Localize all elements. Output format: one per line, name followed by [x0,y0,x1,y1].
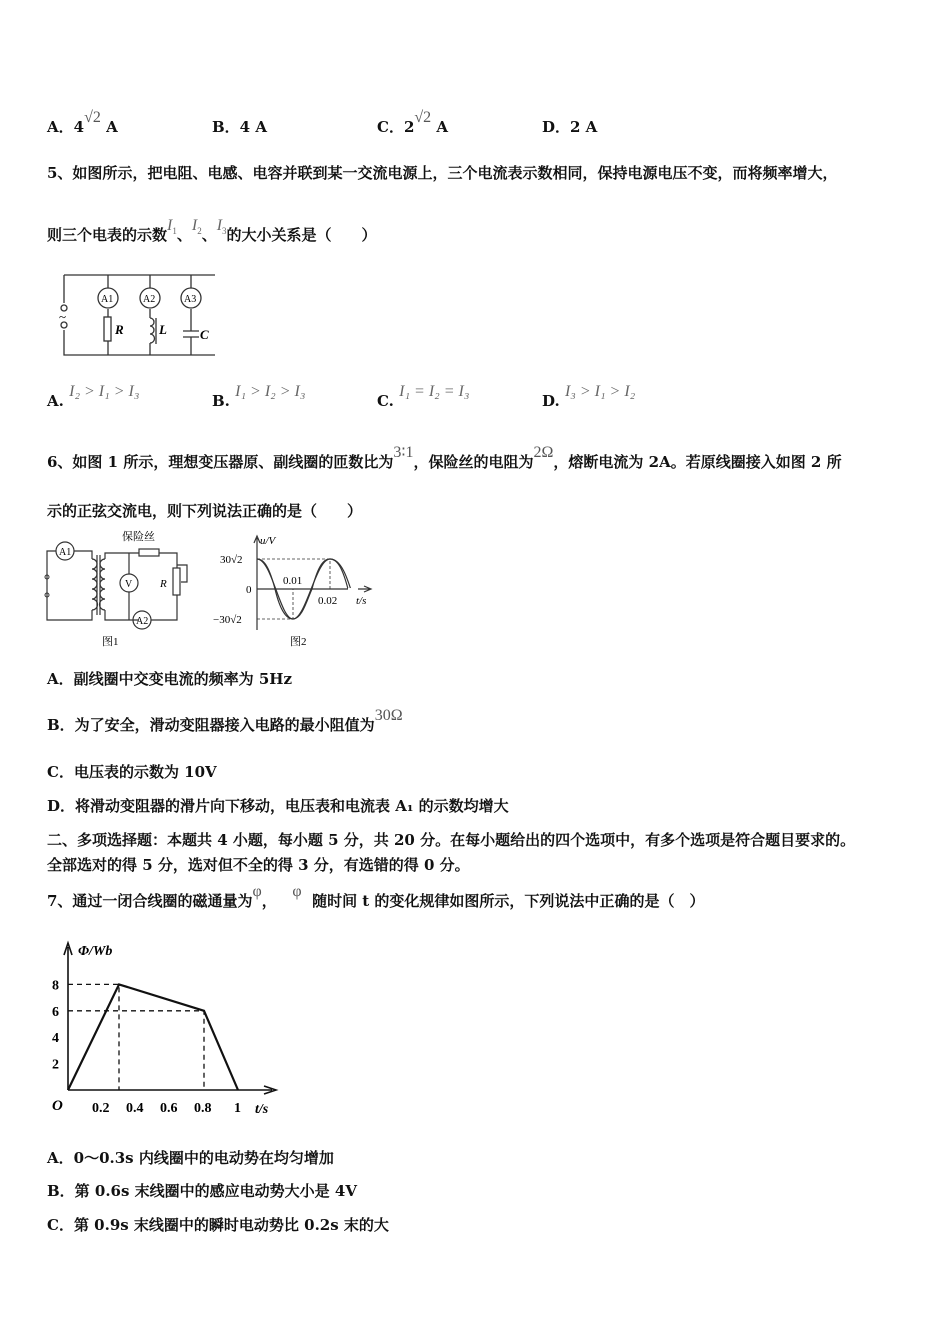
text: ， [261,892,277,910]
q6-option-a: A．副线圈中交变电流的频率为 5Hz [47,670,292,688]
phi-symbol: φ [252,883,262,900]
sep: 、 [176,226,192,244]
q7-option-c: C．第 0.9s 末线圈中的瞬时电动势比 0.2s 末的大 [47,1216,389,1234]
figure-caption: 图1 [102,636,119,648]
figure-caption: 图2 [290,636,307,648]
subscript: 3 [222,226,227,237]
capacitor-label: C [200,327,209,342]
value: 30Ω [374,707,403,724]
ammeter-a3-label: A3 [184,294,197,305]
y-axis [64,943,72,1090]
subscript: 2 [197,226,202,237]
unit: A [106,118,118,136]
q6-option-b [47,707,403,735]
y-tick-label: 8 [52,978,59,994]
radical: √2 [414,109,432,126]
text: ，保险丝的电阻为 [413,453,534,471]
q6-figure-1-transformer [42,525,192,650]
label: D. [542,392,560,410]
q7-flux-chart [42,935,282,1120]
q5-option-d [542,383,636,411]
rheostat-label: R [160,578,167,590]
sep: 、 [201,226,217,244]
guide-dash-line [68,1011,204,1090]
fuse-label: 保险丝 [122,531,155,543]
q5-option-c [377,383,470,411]
x-tick-label: 0.8 [194,1101,212,1116]
q4-option-d: D．2 A [542,118,598,136]
q6-option-d: D．将滑动变阻器的滑片向下移动，电压表和电流表 A₁ 的示数均增大 [47,797,509,815]
expr: I₂ > I₁ > I₃ [69,383,140,400]
q4-option-a [47,109,118,137]
ammeter-a1-label: A1 [101,294,114,305]
y-max-label: 30√2 [220,554,243,566]
text: 7、通过一闭合线圈的磁通量为 [47,892,253,910]
y-tick-label: 4 [52,1031,59,1047]
ammeter-a2-label: A2 [143,294,156,305]
q5-option-a [47,383,140,411]
q4-option-c [377,109,449,137]
unit: A [436,118,449,136]
section-2-line1: 二、多项选择题：本题共 4 小题，每小题 5 分，共 20 分。在每小题给出的四个选项中，有多个选项是符合题目要求的。 [47,831,856,849]
expr: I₁ = I₂ = I₃ [399,383,470,400]
text: 则三个电表的示数 [47,226,168,244]
symbol: I [167,217,173,234]
turns-ratio: 3∶1 [393,444,414,461]
x-tick-label: 0.4 [126,1101,144,1116]
y-min-label: −30√2 [213,614,242,626]
section-2-line2: 全部选对的得 5 分，选对但不全的得 3 分，有选错的得 0 分。 [47,856,470,874]
zero-label: 0 [246,584,252,596]
i1 [167,217,177,237]
t2-label: 0.02 [318,595,338,607]
symbol: I [191,217,198,234]
phi-symbol: φ [292,883,302,900]
y-axis-label: u/V [260,535,276,547]
i3 [216,217,227,237]
q6-option-c: C．电压表的示数为 10V [47,763,217,781]
text: 随时间 t 的变化规律如图所示，下列说法中正确的是（ ） [312,892,705,910]
q4-option-b: B．4 A [212,118,267,136]
label: C. [377,392,394,410]
subscript: 1 [172,226,177,237]
label: B. [212,392,230,410]
text: ，熔断电流为 2A。若原线圈接入如图 2 所 [553,453,842,471]
x-tick-label: 0.6 [160,1101,178,1116]
label: A. [47,392,64,410]
q6-stem-line1 [47,444,842,472]
resistor-label: R [115,322,124,337]
option-text: C．2 [377,118,415,136]
x-axis-label: t/s [356,595,367,607]
q5-stem-line2 [47,217,377,246]
y-axis-label: Φ/Wb [78,944,113,959]
x-tick-label: 1 [234,1101,241,1116]
q5-stem-line1: 5、如图所示，把电阻、电感、电容并联到某一交流电源上，三个电流表示数相同，保持电源电压不变，而将频率增大， [47,164,838,182]
q5-circuit-figure [55,268,225,360]
symbol: I [216,217,223,234]
x-tick-label: 0.2 [92,1101,110,1116]
origin-label: O [52,1098,63,1114]
text: 6、如图 1 所示，理想变压器原、副线圈的匝数比为 [47,453,394,471]
fuse-resistance: 2Ω [533,444,554,461]
expr: I₃ > I₁ > I₂ [564,383,636,400]
y-tick-label: 2 [52,1057,59,1073]
t1-label: 0.01 [283,575,303,587]
q5-option-b [212,383,306,411]
q7-option-a: A．0～0.3s 内线圈中的电动势在均匀增加 [47,1149,334,1167]
expr: I₁ > I₂ > I₃ [235,383,306,400]
q6-figure-2-waveform [210,530,380,652]
voltmeter-label: V [125,579,133,590]
q7-stem [47,883,705,911]
q6-stem-line2: 示的正弦交流电，则下列说法正确的是（ ） [47,502,363,520]
ammeter-a1-label: A1 [59,547,72,558]
y-tick-label: 6 [52,1004,59,1020]
q7-option-b: B．第 0.6s 末线圈中的感应电动势大小是 4V [47,1182,357,1200]
inductor-label: L [159,322,167,337]
option-text: A．4 [47,118,85,136]
i2 [191,217,202,237]
ac-source-symbol: ~ [59,309,67,324]
text: B．为了安全，滑动变阻器接入电路的最小阻值为 [47,716,375,734]
radical: √2 [84,109,101,126]
ammeter-a2-label: A2 [136,616,149,627]
flux-series-line [68,984,238,1090]
text: 的大小关系是（ ） [226,226,377,244]
x-axis-label: t/s [255,1102,269,1117]
x-axis [68,1086,276,1094]
